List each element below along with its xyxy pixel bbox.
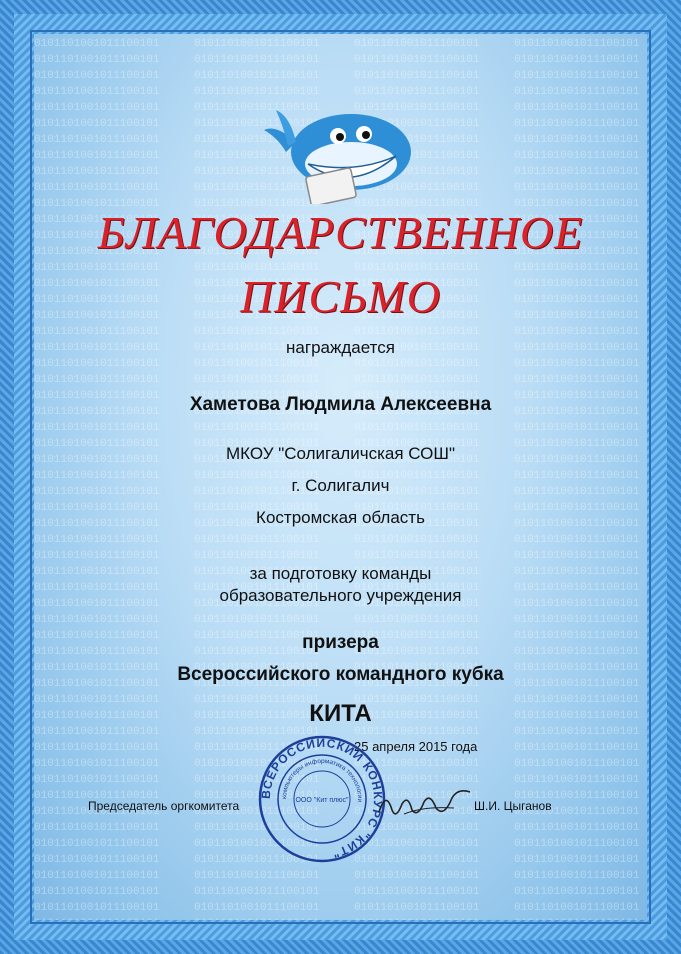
award-date: 25 апреля 2015 года [354, 739, 478, 754]
certificate-title-line1: БЛАГОДАРСТВЕННОЕ [97, 207, 584, 258]
signer-name: Ш.И. Цыганов [474, 799, 552, 813]
signature [374, 784, 474, 824]
certificate-body [34, 34, 647, 920]
certificate-title-line2: ПИСЬМО [240, 271, 441, 322]
chairman-label: Председатель оргкомитета [88, 799, 240, 813]
reason-line1: за подготовку команды [249, 564, 432, 583]
school-name: МКОУ "Солигаличская СОШ" [225, 444, 456, 463]
stamp-outer-text: ВСЕРОССИЙСКИЙ КОНКУРС "КИТ" [258, 735, 386, 861]
achievement-label: призера [302, 632, 379, 653]
awarded-label: награждается [286, 338, 395, 357]
stamp-inner-text: компьютеры информатика технологии [280, 757, 364, 803]
round-stamp [257, 734, 387, 864]
whale-mascot-icon [256, 94, 426, 204]
reason-line2: образовательного учреждения [219, 586, 462, 605]
stamp-center-text: ООО "Кит плюс" [295, 797, 349, 804]
region-name: Костромская область [256, 508, 425, 527]
competition-name: Всероссийского командного кубка [177, 664, 504, 685]
city-name: г. Солигалич [291, 476, 390, 495]
recipient-name: Хаметова Людмила Алексеевна [189, 394, 492, 415]
event-name: КИТА [309, 700, 372, 727]
svg-text:компьютеры информатика техноло [281, 758, 363, 803]
